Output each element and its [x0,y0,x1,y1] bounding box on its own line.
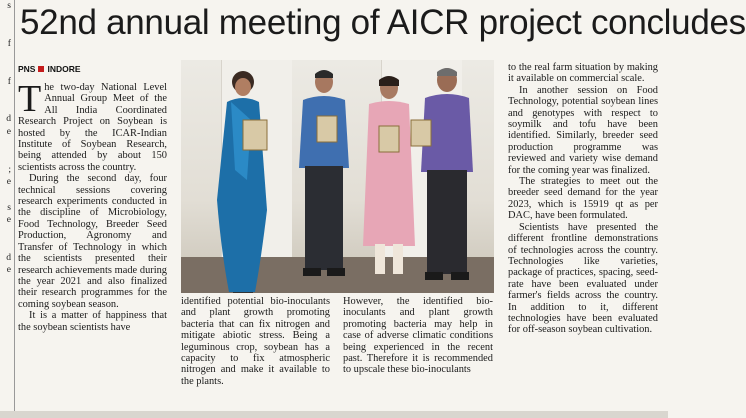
page-bottom-edge [0,411,668,418]
strip-char: d [6,251,11,263]
person-pink-kurta [363,76,415,274]
strip-char: s [7,201,11,213]
strip-char: s [7,0,11,11]
agency-label: PNS [18,64,36,74]
strip-char [0,101,14,114]
headline: 52nd annual meeting of AICR project concludes [20,3,746,42]
paragraph: During the second day, four technical sessions covering research experiments conducted in the discipline of Microbiology, Food Technology, Breeder Seed Production, Agronomy and Transfer of Technology in which the scientists presented their research achievements made during the year 2021 and also finalized their research programmes for the coming soybean season. [18,173,167,310]
strip-char [0,227,14,240]
paragraph-text: he two-day National Level Annual Group Meet of the All India Coordinated Research Project on Soybean is hosted by the ICAR-Indian Institute of Soybean Research, being attended by about 150 scientists across the country. [18,82,167,173]
article-column-4 [508,62,658,336]
strip-char: e [6,214,11,226]
strip-char [0,139,14,152]
strip-char [0,239,14,252]
strip-char [0,63,14,76]
person-blue-saree [217,71,267,293]
strip-char [0,88,14,101]
paragraph: It is a matter of happiness that the soybean scientists have [18,310,167,333]
people-illustration [181,60,494,293]
strip-char [0,25,14,38]
event-photo [181,60,494,293]
strip-char: f [7,37,11,49]
adjacent-column-fragment [0,0,14,418]
drop-cap: T [18,78,42,120]
paragraph: However, the identified bio-inoculants and plant growth promoting bacteria may help in case of adverse climatic conditions being experienced in the recent past. Therefore it is recommended to upscale these bio-inoculants [343,296,493,376]
strip-char [0,189,14,202]
article-column-1 [18,78,167,333]
strip-char: f [7,75,11,87]
paragraph: In another session on Food Technology, potential soybean lines and genotypes with respect to soymilk and tofu have been identified. Similarly, breeder seed production programme was reviewed and variety wise demand for the coming year was finalized. [508,84,658,176]
person-purple-shirt [411,68,473,280]
strip-char: ; [8,163,11,175]
strip-char: d [6,113,11,125]
city-label: INDORE [47,64,81,74]
article-column-2 [181,296,330,387]
strip-char [0,151,14,164]
paragraph: Scientists have presented the different frontline demonstrations of technologies across the country. Technologies like varieties, package of practices, spacing, seed-rate have been evaluated under farmer's fields across the country. In addition to it, different technologies have been evaluated for off-season soybean cultivation. [508,221,658,336]
person-blue-shirt [299,70,349,276]
red-square-icon [38,66,44,72]
strip-char: e [6,176,11,188]
strip-char [0,13,14,26]
paragraph: to the real farm situation by making it available on commercial scale. [508,62,658,85]
paragraph: The strategies to meet out the breeder seed demand for the year 2023, which is 15919 qt as per DAC, have been formulated. [508,176,658,222]
dateline [18,64,81,74]
paragraph: identified potential bio-inoculants and plant growth promoting bacteria that can fix nitrogen and mitigate abiotic stress. Being a leguminous crop, soybean has a capacity to fix atmospheric nitrogen and make it available to the plants. [181,296,330,387]
strip-char: e [6,264,11,276]
strip-char [0,50,14,63]
strip-char: e [6,125,11,137]
paragraph [18,78,167,173]
column-divider [14,0,15,418]
article-column-3 [343,296,493,376]
